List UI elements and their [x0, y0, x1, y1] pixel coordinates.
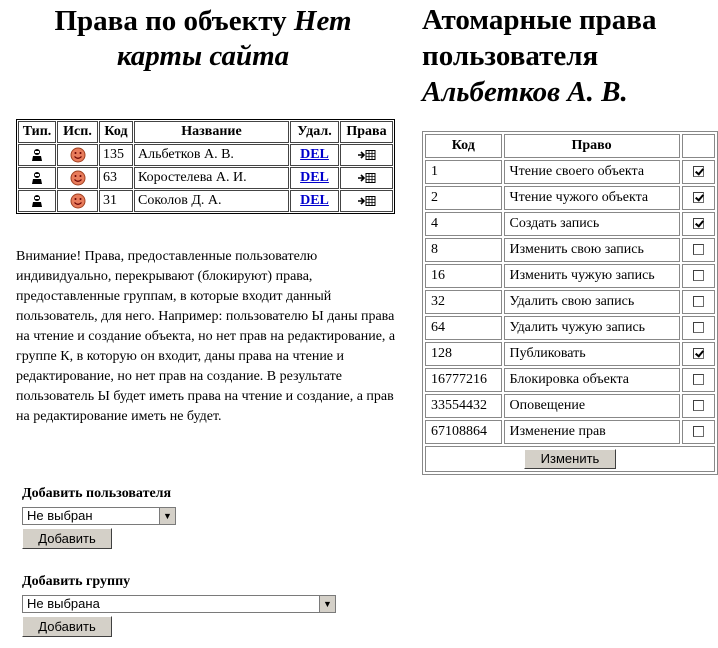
right-check-cell — [682, 290, 715, 314]
table-row — [425, 394, 715, 418]
right-checkbox[interactable] — [693, 218, 704, 229]
right-code-cell: 4 — [425, 212, 502, 236]
right-checkbox[interactable] — [693, 244, 704, 255]
rights-link-icon[interactable] — [357, 149, 377, 161]
table-row — [18, 190, 393, 212]
right-check-cell — [682, 264, 715, 288]
rights-title — [422, 2, 718, 110]
right-check-cell — [682, 316, 715, 340]
rights-cell — [340, 167, 393, 189]
rights-cell — [340, 190, 393, 212]
right-code-cell: 128 — [425, 342, 502, 366]
type-cell — [18, 190, 56, 212]
col-code: Код — [99, 121, 133, 143]
title-object: Нет карты сайта — [116, 5, 352, 72]
col-rights: Права — [340, 121, 393, 143]
delete-cell — [290, 167, 339, 189]
add-user-label: Добавить пользователя — [22, 486, 172, 501]
right-name-cell: Удалить свою запись — [504, 290, 680, 314]
rights-cell — [340, 144, 393, 166]
table-row — [425, 212, 715, 236]
right-checkbox[interactable] — [693, 426, 704, 437]
rights-title-line2: пользователя — [422, 40, 599, 72]
right-name-cell: Блокировка объекта — [504, 368, 680, 392]
smiley-icon — [70, 193, 86, 209]
right-name-cell: Изменить чужую запись — [504, 264, 680, 288]
col-right-code: Код — [425, 134, 502, 158]
right-code-cell: 16 — [425, 264, 502, 288]
table-row — [425, 368, 715, 392]
rights-title-user: Альбетков А. В. — [422, 76, 628, 108]
add-group-button[interactable]: Добавить — [22, 616, 112, 637]
right-checkbox[interactable] — [693, 166, 704, 177]
chevron-down-icon[interactable]: ▼ — [159, 508, 175, 524]
delete-cell — [290, 144, 339, 166]
col-name: Название — [134, 121, 289, 143]
right-check-cell — [682, 420, 715, 444]
right-code-cell: 1 — [425, 160, 502, 184]
type-cell — [18, 167, 56, 189]
change-rights-button[interactable]: Изменить — [524, 449, 616, 469]
right-name-cell: Удалить чужую запись — [504, 316, 680, 340]
exec-cell — [57, 190, 98, 212]
right-code-cell: 64 — [425, 316, 502, 340]
table-row — [425, 238, 715, 262]
right-check-cell — [682, 368, 715, 392]
type-cell — [18, 144, 56, 166]
col-delete: Удал. — [290, 121, 339, 143]
right-checkbox[interactable] — [693, 400, 704, 411]
add-group-selected: Не выбрана — [27, 596, 100, 611]
name-cell: Коростелева А. И. — [134, 167, 289, 189]
right-check-cell — [682, 342, 715, 366]
user-icon — [31, 194, 44, 207]
right-name-cell: Изменение прав — [504, 420, 680, 444]
delete-link[interactable]: DEL — [300, 193, 329, 208]
right-name-cell: Изменить свою запись — [504, 238, 680, 262]
page-title — [14, 4, 392, 74]
table-row — [425, 290, 715, 314]
chevron-down-icon[interactable]: ▼ — [319, 596, 335, 612]
name-cell: Альбетков А. В. — [134, 144, 289, 166]
add-user-select[interactable] — [22, 507, 176, 525]
add-user-selected: Не выбран — [27, 508, 93, 523]
table-row — [425, 264, 715, 288]
right-code-cell: 32 — [425, 290, 502, 314]
col-right-name: Право — [504, 134, 680, 158]
right-checkbox[interactable] — [693, 348, 704, 359]
code-cell: 31 — [99, 190, 133, 212]
table-row — [425, 186, 715, 210]
code-cell: 63 — [99, 167, 133, 189]
right-check-cell — [682, 238, 715, 262]
user-icon — [31, 171, 44, 184]
right-check-cell — [682, 212, 715, 236]
user-icon — [31, 148, 44, 161]
users-table — [16, 119, 395, 214]
right-checkbox[interactable] — [693, 192, 704, 203]
rights-table — [422, 131, 718, 475]
code-cell: 135 — [99, 144, 133, 166]
delete-link[interactable]: DEL — [300, 147, 329, 162]
rights-submit-row — [425, 446, 715, 472]
right-name-cell: Чтение чужого объекта — [504, 186, 680, 210]
right-check-cell — [682, 186, 715, 210]
notice-text: Внимание! Права, предоставленные пользователю индивидуально, перекрывают (блокируют) права, предоставленные группам, в которые входит данный пользователь, для него. Например: пользователю Ы даны права на чтение и создание объекта, но нет прав на редактирование, а группе К, в которую он входит, даны права на чтение и редактирование, но нет прав на создание. В результате пользователь Ы будет иметь права на чтение и создание, а прав на редактирование иметь не будет. — [16, 249, 396, 424]
users-header-row — [18, 121, 393, 143]
rights-link-icon[interactable] — [357, 195, 377, 207]
right-checkbox[interactable] — [693, 296, 704, 307]
col-exec: Исп. — [57, 121, 98, 143]
smiley-icon — [70, 147, 86, 163]
right-name-cell: Создать запись — [504, 212, 680, 236]
right-name-cell: Чтение своего объекта — [504, 160, 680, 184]
right-code-cell: 8 — [425, 238, 502, 262]
table-row — [425, 160, 715, 184]
right-code-cell: 33554432 — [425, 394, 502, 418]
table-row — [425, 420, 715, 444]
table-row — [18, 144, 393, 166]
col-type: Тип. — [18, 121, 56, 143]
add-group-label: Добавить группу — [22, 574, 131, 589]
rights-title-line1: Атомарные права — [422, 4, 657, 36]
table-row — [425, 342, 715, 366]
name-cell: Соколов Д. А. — [134, 190, 289, 212]
smiley-icon — [70, 170, 86, 186]
right-checkbox[interactable] — [693, 270, 704, 281]
delete-cell — [290, 190, 339, 212]
rights-link-icon[interactable] — [357, 172, 377, 184]
rights-submit-cell — [425, 446, 715, 472]
col-right-check — [682, 134, 715, 158]
title-prefix: Права по объекту — [54, 5, 287, 37]
exec-cell — [57, 167, 98, 189]
table-row — [18, 167, 393, 189]
right-check-cell — [682, 394, 715, 418]
rights-header-row — [425, 134, 715, 158]
right-checkbox[interactable] — [693, 322, 704, 333]
add-group-select[interactable] — [22, 595, 336, 613]
right-name-cell: Публиковать — [504, 342, 680, 366]
right-checkbox[interactable] — [693, 374, 704, 385]
right-name-cell: Оповещение — [504, 394, 680, 418]
table-row — [425, 316, 715, 340]
right-check-cell — [682, 160, 715, 184]
right-code-cell: 16777216 — [425, 368, 502, 392]
add-user-button[interactable]: Добавить — [22, 528, 112, 549]
exec-cell — [57, 144, 98, 166]
delete-link[interactable]: DEL — [300, 170, 329, 185]
right-code-cell: 2 — [425, 186, 502, 210]
right-code-cell: 67108864 — [425, 420, 502, 444]
